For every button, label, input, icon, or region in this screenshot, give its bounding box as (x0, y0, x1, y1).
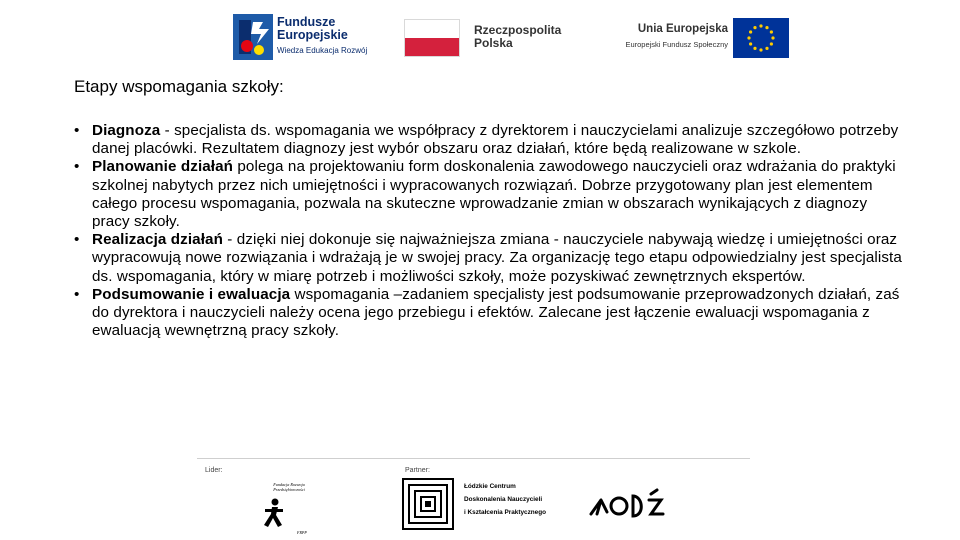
stage-text: polega na projektowaniu form doskonalenia zawodowego nauczycieli oraz wdrażania do praktyki szkolnej nabytych przez nich umiejętności i wypracowanych rozwiązań. Dobrze przygotowany plan jest elementem całego procesu wspomagania, pozwala na skuteczne wprowadzanie zmian w obszarach wynikających z diagnozy pracy szkoły. (92, 158, 896, 231)
stage-realizacja (74, 231, 904, 286)
stage-text: - specjalista ds. wspomagania we współpracy z dyrektorem i nauczycielami analizuje szczegółowo potrzeby danej placówki. Rezultatem diagnozy jest wybór obszaru oraz działań, które będą realizowane w szkole. (92, 122, 899, 158)
rp-line1: Rzeczpospolita (474, 23, 562, 37)
stages-list (74, 122, 904, 340)
stage-text: wspomagania –zadaniem specjalisty jest podsumowanie przeprowadzonych działań, zaś do dyrektora i nauczycieli należy ocena jego przebiegu i efektów. Zalecane jest łączenie ewaluacji wspomagania z ewaluacją wewnętrzną pracy szkoły. (92, 285, 900, 340)
stage-diagnoza (74, 122, 904, 158)
bullet: • (74, 158, 80, 176)
lider-logo (259, 480, 319, 538)
running-figure-icon (261, 498, 287, 528)
bullet: • (74, 231, 80, 249)
lcdn-logo (402, 478, 567, 530)
bullet: • (74, 285, 80, 303)
eu-star-icon (770, 42, 773, 45)
lcdn-line3: i Kształcenia Praktycznego (464, 509, 547, 516)
eu-star-icon (759, 24, 762, 27)
stage-term: Podsumowanie i ewaluacja (92, 285, 291, 303)
eu-star-icon (753, 26, 756, 29)
lider-small: FRPP (297, 530, 307, 535)
logo-bar (0, 0, 960, 68)
fundusze-europejskie-icon (233, 14, 273, 60)
eu-star-icon (747, 36, 750, 39)
lider-label: Lider: (205, 467, 223, 474)
unia-europejska-logo (600, 18, 790, 58)
partners-footer (197, 458, 750, 540)
fe-name-line1: Fundusze (277, 15, 336, 29)
eu-star-icon (770, 30, 773, 33)
eu-star-icon (765, 47, 768, 50)
eu-star-icon (759, 48, 762, 51)
eu-star-icon (749, 42, 752, 45)
fe-program: Wiedza Edukacja Rozwój (277, 46, 368, 55)
stage-podsumowanie (74, 286, 904, 341)
eu-star-icon (749, 30, 752, 33)
fundusze-europejskie-logo (233, 14, 378, 60)
fe-name-line2: Europejskie (277, 28, 348, 42)
lcdn-line2: Doskonalenia Nauczycieli (464, 496, 543, 503)
partner-label: Partner: (405, 467, 430, 474)
lider-name-line2: Przedsiębiorczości (273, 487, 305, 492)
page-title: Etapy wspomagania szkoły: (74, 77, 284, 96)
stage-planowanie (74, 158, 904, 231)
lodz-city-logo-icon (587, 486, 667, 522)
bullet: • (74, 122, 80, 139)
stage-term: Diagnoza (92, 122, 161, 139)
eu-flag-icon (733, 18, 789, 58)
eu-star-icon (765, 26, 768, 29)
stage-term: Planowanie działań (92, 158, 234, 176)
stage-text: - dzięki niej dokonuje się najważniejsza zmiana - nauczyciele nabywają wiedzę i umiejętności oraz wypracowują nowe rozwiązania i wdrażają je w swojej pracy. Za organizację tego etapu odpowiedzialny jest specjalista ds. wspomagania, który w miarę potrzeb i możliwości szkoły, może pozyskiwać zewnętrznych ekspertów. (92, 231, 902, 285)
ue-fund: Europejski Fundusz Społeczny (625, 40, 728, 49)
polish-flag-icon (404, 19, 460, 57)
rzeczpospolita-polska-logo (404, 18, 574, 58)
concentric-squares-icon (402, 478, 454, 530)
stage-term: Realizacja działań (92, 231, 223, 249)
eu-star-icon (771, 36, 774, 39)
rp-line2: Polska (474, 36, 513, 50)
ue-name: Unia Europejska (637, 23, 728, 35)
lider-name-line1: Fundacja Rozwoju (273, 482, 305, 487)
lcdn-line1: Łódzkie Centrum (464, 483, 516, 490)
eu-star-icon (753, 47, 756, 50)
footer-divider (197, 458, 750, 459)
